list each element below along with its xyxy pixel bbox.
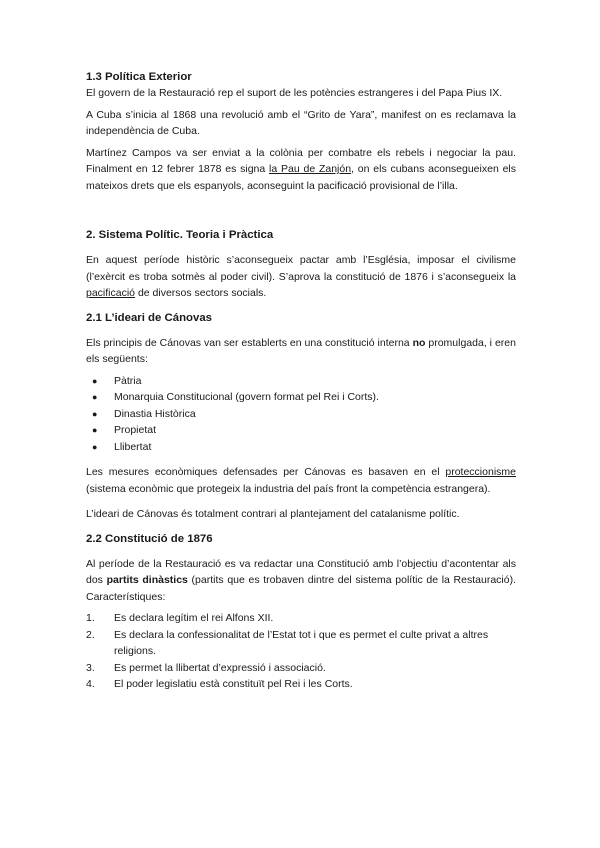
underlined-term: pacificació (86, 287, 136, 299)
text-run: , on els cubans aconsegueixen els mateixos drets que els espanyols, aconseguint la pacificació provisional de l’illa. (86, 163, 517, 192)
paragraph: A Cuba s’inicia al 1868 una revolució amb el “Grito de Yara”, manifest on es reclamava la independència de Cuba. (86, 108, 516, 137)
list-number: 2. (86, 628, 95, 641)
bullet-icon: ● (92, 375, 98, 386)
section-heading-2: 2. Sistema Polític. Teoria i Pràctica (86, 229, 274, 241)
text-run: Al període de la Restauració es va redactar una Constitució amb l’objectiu d’acontentar als dos (86, 557, 516, 586)
section-heading-2-1: 2.1 L’ideari de Cánovas (86, 311, 212, 324)
paragraph (86, 464, 516, 497)
list-item-text: El poder legislatiu està constituït pel Rei i les Corts. (114, 678, 353, 690)
list-number: 4. (86, 678, 95, 690)
paragraph (86, 556, 516, 606)
list-item-text: Llibertat (114, 440, 152, 453)
list-item-text: Es declara legítim el rei Alfons XII. (114, 612, 274, 624)
bold-term: partits dinàstics (106, 574, 188, 586)
list-item (86, 422, 516, 439)
text-run: Els principis de Cánovas van ser establerts en una constitució interna (86, 336, 413, 349)
paragraph (86, 335, 516, 368)
numbered-list (86, 610, 516, 693)
text-run: de diversos sectors socials. (135, 287, 267, 299)
list-item (86, 389, 516, 406)
list-item-text: Pàtria (114, 374, 142, 387)
text-run: (sistema econòmic que protegeix la industria del país front la competència estrangera). (86, 482, 491, 495)
document-content (86, 70, 516, 693)
list-item (86, 627, 516, 660)
list-number: 1. (86, 612, 95, 624)
bullet-icon: ● (92, 392, 98, 402)
text-run: Martínez Campos va ser enviat a la colònia per combatre els rebels i negociar la pau. Finalment en 12 febrer 1878 es signa (86, 146, 516, 175)
list-item (86, 373, 516, 390)
paragraph: L’ideari de Cánovas és totalment contrari al plantejament del catalanisme polític. (86, 508, 460, 520)
section-heading-1-3: 1.3 Política Exterior (86, 71, 192, 83)
section-heading-2-2: 2.2 Constitució de 1876 (86, 532, 213, 545)
text-run: En aquest període històric s’aconsegueix pactar amb l’Església, imposar el civilisme (l’exèrcit es troba sotmès al poder civil). S’aprova la constitució de 1876 i s’aconsegueix la (86, 254, 516, 283)
bullet-icon: ● (92, 408, 98, 419)
underlined-term: la Pau de Zanjón (269, 163, 352, 175)
bullet-icon: ● (92, 441, 98, 452)
underlined-term: proteccionisme (445, 466, 516, 478)
paragraph (86, 145, 516, 195)
paragraph: El govern de la Restauració rep el suport de les potències estrangeres i del Papa Pius IX. (86, 87, 503, 99)
list-item (86, 406, 516, 423)
bullet-icon: ● (92, 425, 98, 435)
list-item-text: Es permet la llibertat d’expressió i associació. (114, 661, 326, 674)
bold-term: no (412, 336, 426, 349)
list-item-text: Monarquia Constitucional (govern format pel Rei i Corts). (114, 391, 379, 403)
paragraph (86, 252, 516, 302)
list-item (86, 610, 516, 627)
list-item (86, 439, 516, 456)
list-item-text: Es declara la confessionalitat de l’Estat tot i que es permet el culte privat a altres religions. (114, 628, 489, 657)
bullet-list (86, 373, 516, 456)
list-number: 3. (86, 661, 95, 674)
text-run: Les mesures econòmiques defensades per Cánovas es basaven en el (86, 466, 446, 478)
list-item-text: Dinastia Històrica (114, 407, 196, 420)
text-run: promulgada, i eren els següents: (86, 336, 516, 365)
list-item-text: Propietat (114, 424, 157, 436)
list-item (86, 660, 516, 677)
list-item (86, 676, 516, 693)
text-run: (partits que es trobaven dintre del sistema polític de la Restauració). Característiques: (86, 574, 516, 603)
